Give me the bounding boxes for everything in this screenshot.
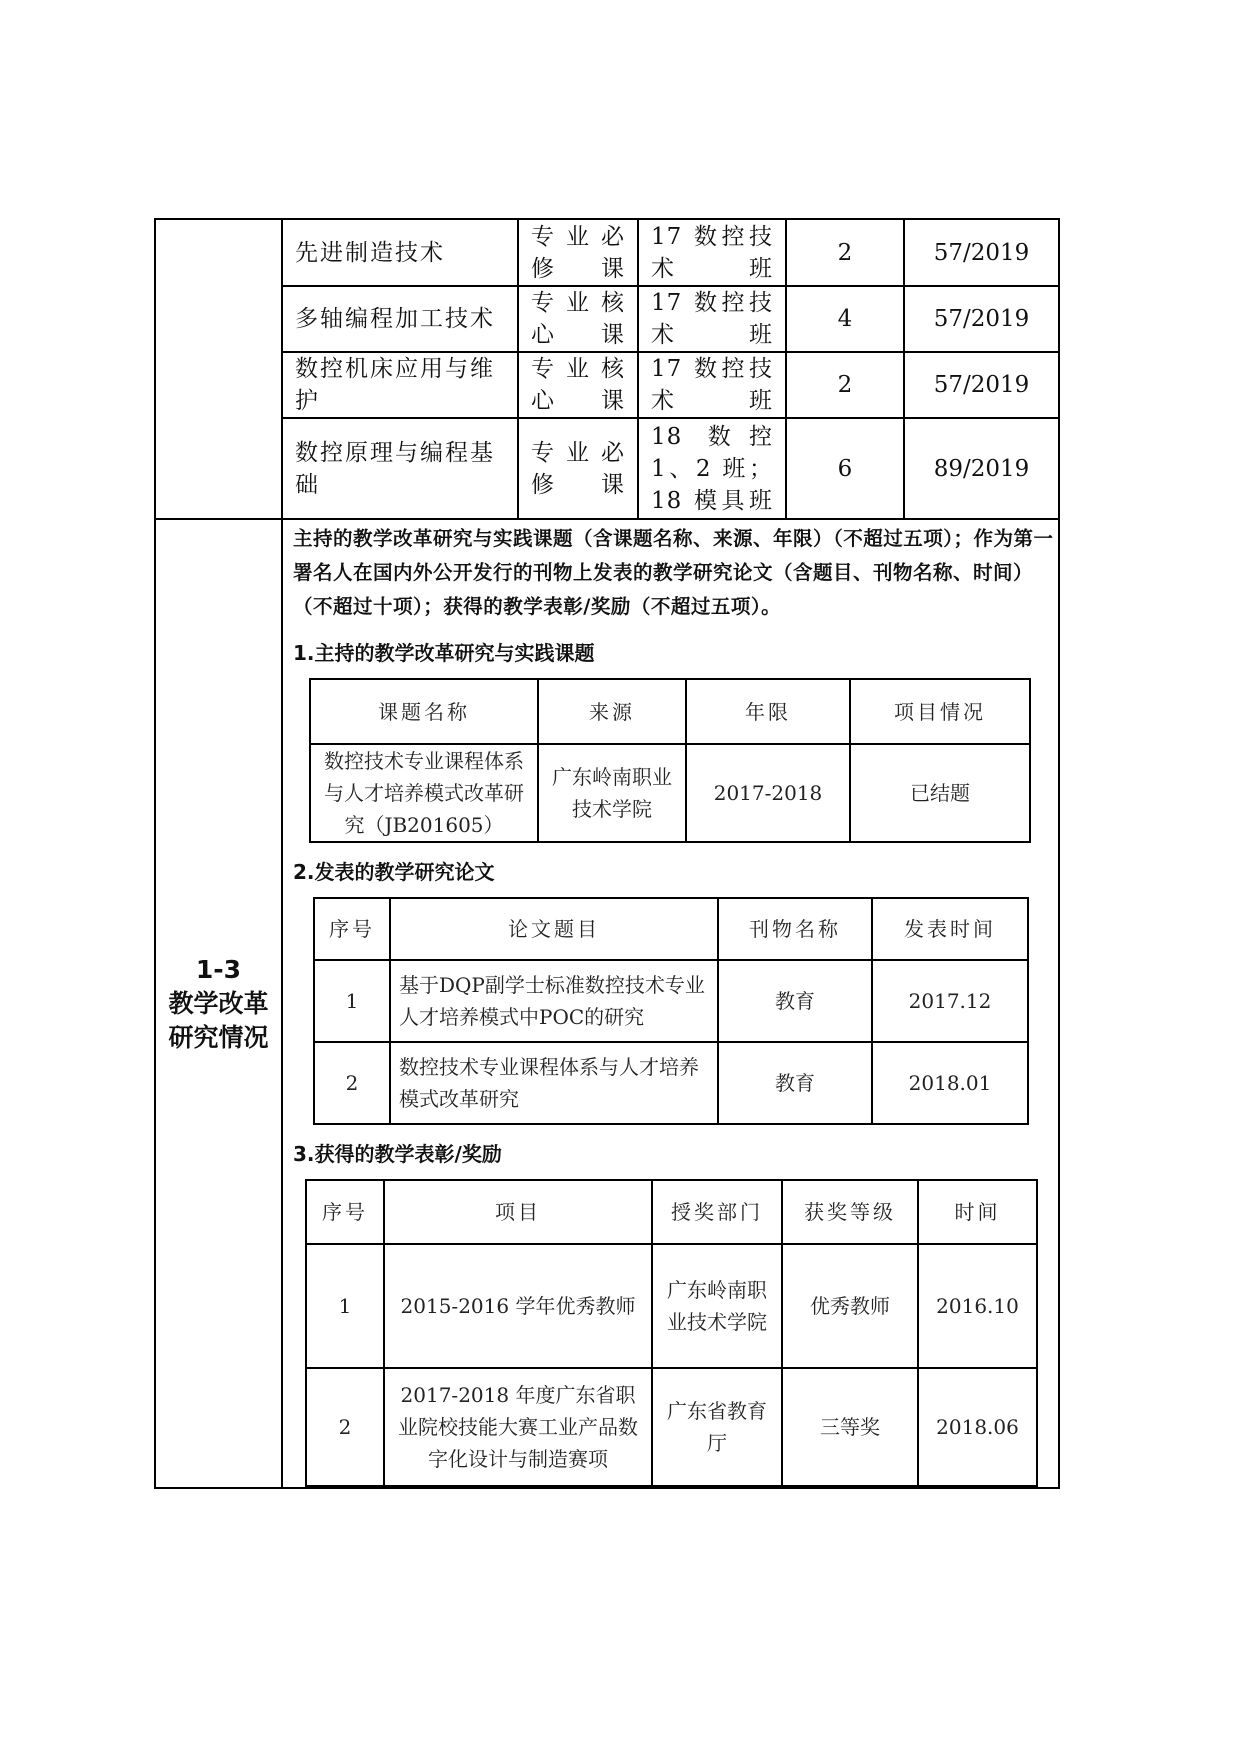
award-item: 2017-2018 年度广东省职业院校技能大赛工业产品数字化设计与制造赛项 [384, 1368, 652, 1486]
courses-row [155, 219, 1059, 519]
project-source: 广东岭南职业技术学院 [538, 744, 686, 842]
course-row [283, 418, 1058, 518]
course-row [283, 352, 1058, 418]
paper-title: 基于DQP副学士标准数控技术专业人才培养模式中POC的研究 [390, 960, 718, 1042]
paper-index: 1 [314, 960, 390, 1042]
courses-label-cell [155, 219, 282, 519]
teaching-reform-row [155, 519, 1059, 1488]
papers-heading: 2.发表的教学研究论文 [293, 860, 495, 884]
award-level: 优秀教师 [782, 1244, 918, 1368]
course-name: 数控机床应用与维护 [283, 352, 518, 418]
awards-header: 时间 [918, 1180, 1037, 1244]
projects-header: 来源 [538, 679, 686, 744]
papers-header: 刊物名称 [718, 898, 872, 960]
course-class: 17 数控技术班 [638, 220, 786, 286]
section-label [155, 519, 282, 1488]
awards-header: 获奖等级 [782, 1180, 918, 1244]
paper-index: 2 [314, 1042, 390, 1124]
course-type: 专业核心课 [518, 286, 638, 352]
project-title: 数控技术专业课程体系与人才培养模式改革研究（JB201605） [310, 744, 538, 842]
papers-header: 发表时间 [872, 898, 1028, 960]
papers-header: 序号 [314, 898, 390, 960]
award-level: 三等奖 [782, 1368, 918, 1486]
awards-table [305, 1179, 1038, 1487]
course-class: 18 数控 1、2 班；18 模具班 [638, 418, 786, 518]
course-class: 17 数控技术班 [638, 352, 786, 418]
course-name: 先进制造技术 [283, 220, 518, 286]
table-row [306, 1244, 1037, 1368]
projects-header: 年限 [686, 679, 850, 744]
course-year: 57/2019 [904, 352, 1058, 418]
award-item: 2015-2016 学年优秀教师 [384, 1244, 652, 1368]
award-date: 2018.06 [918, 1368, 1037, 1486]
papers-table [313, 897, 1029, 1125]
projects-heading: 1.主持的教学改革研究与实践课题 [293, 641, 595, 665]
courses-table [283, 220, 1058, 518]
table-row [314, 1042, 1028, 1124]
table-row [314, 960, 1028, 1042]
course-row [283, 220, 1058, 286]
section-number: 1-3 [195, 954, 242, 984]
projects-header: 课题名称 [310, 679, 538, 744]
projects-header-row [310, 679, 1030, 744]
section-content [282, 519, 1059, 1488]
section-instructions: 主持的教学改革研究与实践课题（含课题名称、来源、年限）（不超过五项）；作为第一署名人在国内外公开发行的刊物上发表的教学研究论文（含题目、刊物名称、时间）（不超过十项）；获得的教学表彰/奖励（不超过五项）。 [293, 527, 1054, 618]
awards-header: 授奖部门 [652, 1180, 782, 1244]
award-issuer: 广东岭南职业技术学院 [652, 1244, 782, 1368]
course-row [283, 286, 1058, 352]
award-date: 2016.10 [918, 1244, 1037, 1368]
course-hours: 2 [786, 352, 904, 418]
course-year: 57/2019 [904, 286, 1058, 352]
paper-journal: 教育 [718, 1042, 872, 1124]
awards-header: 项目 [384, 1180, 652, 1244]
paper-journal: 教育 [718, 960, 872, 1042]
papers-header-row [314, 898, 1028, 960]
award-issuer: 广东省教育厅 [652, 1368, 782, 1486]
table-row [306, 1368, 1037, 1486]
project-period: 2017-2018 [686, 744, 850, 842]
course-class: 17 数控技术班 [638, 286, 786, 352]
paper-date: 2017.12 [872, 960, 1028, 1042]
papers-header: 论文题目 [390, 898, 718, 960]
section-title-line1: 教学改革 [168, 988, 269, 1018]
project-status: 已结题 [850, 744, 1030, 842]
award-index: 2 [306, 1368, 384, 1486]
awards-header: 序号 [306, 1180, 384, 1244]
course-hours: 4 [786, 286, 904, 352]
awards-heading: 3.获得的教学表彰/奖励 [293, 1142, 502, 1166]
course-year: 89/2019 [904, 418, 1058, 518]
course-name: 多轴编程加工技术 [283, 286, 518, 352]
course-hours: 2 [786, 220, 904, 286]
course-name: 数控原理与编程基础 [283, 418, 518, 518]
course-hours: 6 [786, 418, 904, 518]
application-form-table [154, 218, 1060, 1489]
section-title-line2: 研究情况 [168, 1022, 269, 1052]
projects-header: 项目情况 [850, 679, 1030, 744]
table-row [310, 744, 1030, 842]
awards-header-row [306, 1180, 1037, 1244]
course-type: 专业必修课 [518, 220, 638, 286]
award-index: 1 [306, 1244, 384, 1368]
paper-title: 数控技术专业课程体系与人才培养模式改革研究 [390, 1042, 718, 1124]
paper-date: 2018.01 [872, 1042, 1028, 1124]
projects-table [309, 678, 1031, 843]
course-type: 专业核心课 [518, 352, 638, 418]
course-year: 57/2019 [904, 220, 1058, 286]
courses-cell [282, 219, 1059, 519]
course-type: 专业必修课 [518, 418, 638, 518]
